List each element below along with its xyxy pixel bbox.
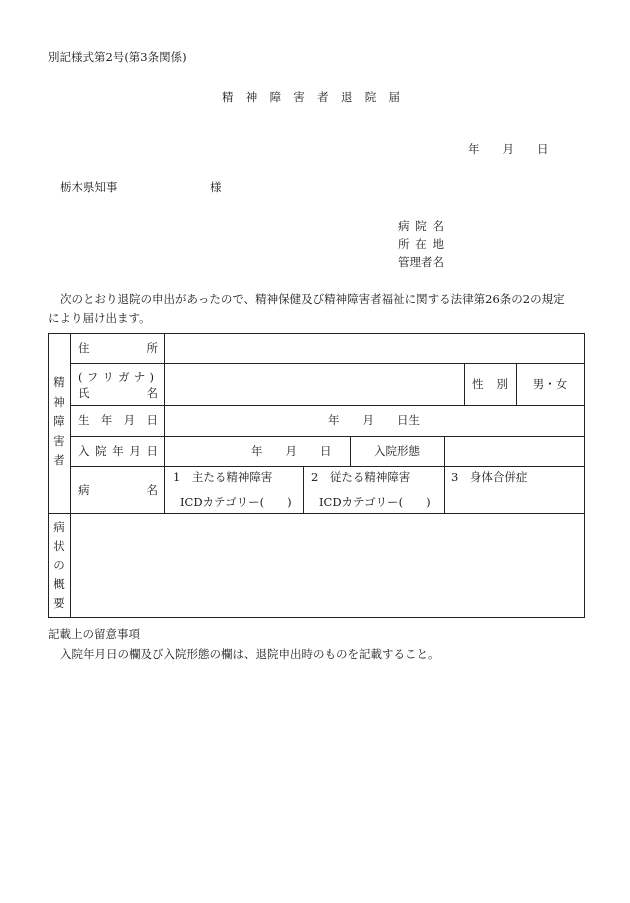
label-char: 所: [146, 341, 158, 355]
label-char: 年: [112, 444, 124, 458]
label-char: 住: [78, 341, 90, 355]
patient-group-label: [53, 376, 65, 466]
label-char: フ: [86, 370, 99, 384]
table-rule: [444, 436, 445, 513]
label-char: 日: [146, 444, 158, 458]
notes-heading: 記載上の留意事項: [48, 627, 140, 641]
body-text-line-1: 次のとおり退院の申出があったので、精神保健及び精神障害者福祉に関する法律第26条の2の規定: [60, 292, 565, 306]
physical-complication-heading: 3 身体合併症: [451, 470, 528, 484]
table-rule: [70, 405, 584, 406]
birthdate-label: [78, 413, 158, 427]
primary-icd-category: ICDカテゴリー( ): [180, 495, 292, 509]
table-rule: [48, 513, 584, 514]
label-char: 者: [53, 453, 65, 467]
label-char: ナ: [133, 370, 146, 384]
secondary-disorder-heading: 2 従たる精神障害: [311, 470, 411, 484]
label-char: 要: [53, 596, 65, 610]
admission-type-label: 入院形態: [374, 444, 420, 458]
label-char: 害: [293, 90, 305, 104]
table-rule: [464, 363, 465, 405]
label-char: 生: [78, 413, 90, 427]
label-char: 所: [398, 237, 410, 251]
label-char: 院: [364, 90, 377, 104]
label-char: 在: [415, 237, 427, 251]
label-char: 名: [146, 386, 158, 400]
label-char: (: [78, 370, 83, 384]
label-char: 管: [398, 255, 410, 269]
label-char: 概: [53, 577, 65, 591]
body-text-line-2: により届け出ます。: [48, 311, 151, 325]
admission-date-label: [78, 444, 158, 458]
label-char: 届: [388, 90, 400, 104]
label-char: 院: [415, 219, 427, 233]
submission-date: 年 月 日: [468, 142, 549, 156]
label-char: 月: [129, 444, 141, 458]
label-char: 障: [53, 414, 65, 428]
label-char: 退: [340, 90, 353, 104]
label-char: 神: [53, 394, 65, 409]
label-char: 病: [78, 483, 90, 497]
label-char: 日: [146, 413, 158, 427]
label-char: 地: [432, 237, 444, 251]
label-char: 状: [53, 539, 65, 553]
address-label: [78, 341, 158, 355]
label-char: 者: [421, 255, 433, 269]
label-char: ガ: [118, 370, 130, 384]
name-label: [78, 386, 158, 400]
manager-name-label: [398, 255, 444, 269]
table-rule: [70, 363, 584, 364]
label-char: 神: [245, 90, 258, 104]
label-char: 障: [269, 90, 282, 104]
admission-date-value: 年 月 日: [251, 444, 332, 458]
condition-summary-label: [53, 521, 65, 609]
label-char: 精: [222, 90, 234, 104]
table-rule: [70, 466, 584, 467]
hospital-name-label: [398, 219, 444, 233]
label-char: 害: [53, 433, 65, 448]
label-char: リ: [102, 370, 114, 384]
label-char: 病: [53, 520, 65, 534]
birthdate-value: 年 月 日生: [328, 413, 420, 427]
table-rule: [303, 466, 304, 513]
label-char: 別: [496, 377, 508, 391]
table-rule: [70, 333, 71, 617]
label-char: 病: [398, 219, 410, 233]
diagnosis-label: [78, 483, 158, 497]
label-char: 月: [123, 413, 136, 427]
furigana-label: [78, 370, 154, 384]
label-char: の: [53, 558, 65, 572]
primary-disorder-heading: 1 主たる精神障害: [173, 470, 273, 484]
label-char: 名: [146, 483, 158, 497]
addressee-honorific: 様: [210, 180, 222, 194]
label-char: 理: [409, 255, 421, 269]
form-reference: 別記様式第2号(第3条関係): [48, 50, 187, 64]
label-char: 名: [432, 219, 444, 233]
sex-options: 男・女: [532, 377, 568, 391]
sex-label: [472, 377, 508, 391]
label-char: 入: [78, 444, 90, 458]
hospital-address-label: [398, 237, 444, 251]
label-char: 者: [317, 90, 329, 104]
label-char: 精: [53, 375, 65, 389]
label-char: 名: [432, 255, 444, 269]
label-char: 性: [472, 377, 484, 391]
addressee-name: 栃木県知事: [60, 180, 118, 194]
label-char: 氏: [78, 386, 90, 400]
table-rule: [70, 436, 584, 437]
secondary-icd-category: ICDカテゴリー( ): [319, 495, 431, 509]
label-char: 院: [95, 444, 107, 458]
form-title: [222, 90, 400, 104]
label-char: ): [149, 370, 154, 384]
label-char: 年: [100, 413, 113, 427]
notes-text: 入院年月日の欄及び入院形態の欄は、退院申出時のものを記載すること。: [60, 647, 440, 661]
